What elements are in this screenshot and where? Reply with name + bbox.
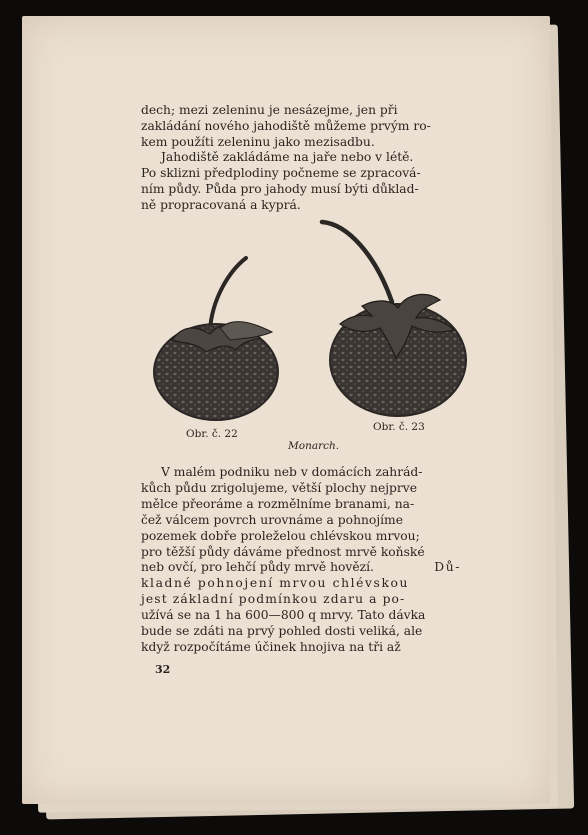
- figure-23-caption: Obr. č. 23: [373, 421, 425, 433]
- second-paragraph: [141, 150, 459, 214]
- text-line: ním půdy. Půda pro jahody musí býti důklad-: [141, 181, 419, 196]
- variety-caption: Monarch.: [288, 440, 340, 452]
- page-number: 32: [155, 663, 171, 676]
- text-line: kůch půdu zrigolujeme, větší plochy nejprve: [141, 480, 418, 495]
- text-line: jest základní podmínkou zdaru a po-: [141, 592, 406, 607]
- text-line: zakládání nového jahodiště můžeme prvým ro-: [141, 118, 431, 133]
- text-line: pozemek dobře proleželou chlévskou mrvou;: [141, 528, 420, 543]
- text-line: mělce přeoráme a rozmělníme branami, na-: [141, 496, 415, 511]
- top-paragraph: [141, 103, 459, 151]
- text-line: kladné pohnojení mrvou chlévskou: [141, 576, 410, 591]
- text-line: Jahodiště zakládáme na jaře nebo v létě.: [161, 150, 414, 164]
- text-line: [141, 560, 461, 576]
- text-span: neb ovčí, pro lehčí půdy mrvě hovězí.: [141, 560, 374, 575]
- text-line: čež válcem povrch urovnáme a pohnojíme: [141, 512, 403, 527]
- figure-22-caption: Obr. č. 22: [186, 428, 238, 440]
- strawberry-23-image: [322, 222, 466, 416]
- text-line: kem použíti zeleninu jako mezisadbu.: [141, 134, 375, 149]
- text-line: pro těžší půdy dáváme přednost mrvě koňské: [141, 544, 425, 559]
- strawberry-22-image: [154, 258, 278, 420]
- text-line: bude se zdáti na prvý pohled dosti veliká, ale: [141, 624, 423, 639]
- main-paragraph: [141, 465, 461, 656]
- strawberry-illustrations: [140, 210, 480, 435]
- text-line: dech; mezi zeleninu je nesázejme, jen při: [141, 103, 398, 117]
- text-line: V malém podniku neb v domácích zahrád-: [161, 465, 423, 479]
- text-line: když rozpočítáme účinek hnojiva na tři až: [141, 639, 401, 654]
- text-line: užívá se na 1 ha 600—800 q mrvy. Tato dávka: [141, 608, 426, 623]
- text-line: Po sklizni předplodiny počneme se zpracová-: [141, 165, 421, 180]
- text-line: ně propracovaná a kyprá.: [141, 197, 301, 212]
- text-span: Dů-: [434, 560, 461, 575]
